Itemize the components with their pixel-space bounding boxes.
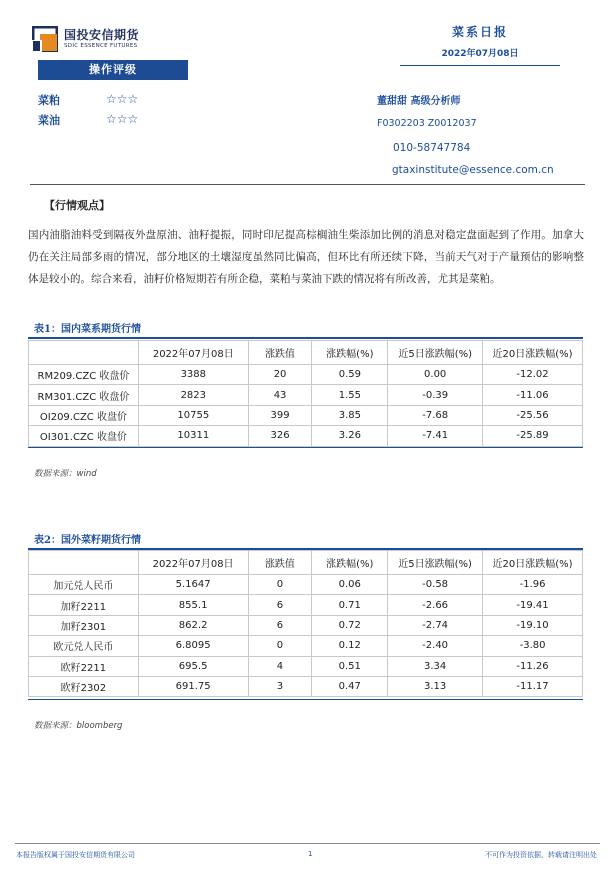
table-cell: 0.71 (312, 595, 388, 615)
table-cell: 20 (248, 365, 312, 385)
table-cell: 0.51 (312, 656, 388, 676)
table-cell: 1.55 (312, 385, 388, 405)
footer-disclaimer: 不可作为投资依据，转载请注明出处 (485, 851, 597, 859)
table-cell: 加元兑人民币 (29, 575, 139, 595)
rating-item-name: 菜油 (38, 114, 60, 127)
table-cell: 3.85 (312, 405, 388, 425)
table-cell: 3.26 (312, 426, 388, 446)
table2-source: 数据来源：bloomberg (34, 721, 123, 731)
table-cell: 326 (248, 426, 312, 446)
table-header-cell: 涨跌幅(%) (312, 341, 388, 365)
table-header-cell: 2022年07月08日 (138, 341, 248, 365)
table-cell: RM301.CZC 收盘价 (29, 385, 139, 405)
table-header-cell: 近20日涨跌幅(%) (483, 551, 583, 575)
table-cell: 0.59 (312, 365, 388, 385)
table-header-cell: 近20日涨跌幅(%) (483, 341, 583, 365)
market-view-text: 国内油脂油料受到隔夜外盘原油、油籽提振，同时印尼提高棕榈油生柴添加比例的消息对稳定盘面起到了作用。加拿大仍在关注局部多雨的情况，部分地区的土壤湿度虽然同比偏高，但环比有所还续下降，当前天气对于产量预估的影响整体是较小的。综合来看，油籽价格短期若有所企稳，菜粕与菜油下跌的情况将有所改善，尤其是菜粕。 (28, 229, 584, 285)
table-cell: 0 (248, 636, 312, 656)
table-row (29, 426, 583, 446)
table2-bottom-rule (28, 699, 583, 700)
table1-title: 表1：国内菜系期货行情 (34, 324, 141, 335)
table-header-cell (29, 551, 139, 575)
table-cell: 6.8095 (138, 636, 248, 656)
table-cell: -0.58 (388, 575, 483, 595)
table1-bottom-rule (28, 447, 583, 448)
table-header-cell: 近5日涨跌幅(%) (388, 551, 483, 575)
table-cell: -11.26 (483, 656, 583, 676)
table-cell: 0.47 (312, 676, 388, 696)
table-cell: -7.41 (388, 426, 483, 446)
table-header-cell: 2022年07月08日 (138, 551, 248, 575)
table-cell: 862.2 (138, 615, 248, 635)
table-cell: -11.17 (483, 676, 583, 696)
table-header-cell: 涨跌幅(%) (312, 551, 388, 575)
table-cell: OI209.CZC 收盘价 (29, 405, 139, 425)
logo-text-cn: 国投安信期货 (64, 28, 140, 42)
report-date: 2022年07月08日 (400, 46, 560, 66)
rating-header: 操作评级 (38, 60, 188, 80)
table-header-row (29, 551, 583, 575)
table-cell: 3.34 (388, 656, 483, 676)
analyst-phone: 010-58747784 (393, 142, 471, 154)
table-cell: 5.1647 (138, 575, 248, 595)
table-cell: RM209.CZC 收盘价 (29, 365, 139, 385)
table-header-cell: 涨跌值 (248, 341, 312, 365)
table-cell: -2.40 (388, 636, 483, 656)
analyst-license: F0302203 Z0012037 (377, 118, 477, 129)
table-cell: 0.06 (312, 575, 388, 595)
table-cell: 3.13 (388, 676, 483, 696)
analyst-email[interactable]: gtaxinstitute@essence.com.cn (392, 164, 554, 176)
table-cell: 0.72 (312, 615, 388, 635)
table-cell: -19.41 (483, 595, 583, 615)
logo-text-en: SDIC ESSENCE FUTURES (64, 43, 138, 49)
rating-row-oil (38, 112, 188, 128)
table-row (29, 656, 583, 676)
page-number: 1 (308, 850, 313, 858)
table-cell: 加籽2301 (29, 615, 139, 635)
company-logo (32, 24, 192, 56)
rating-stars-icon: ☆☆☆ (106, 112, 139, 126)
header-divider (30, 184, 585, 185)
table-cell: 加籽2211 (29, 595, 139, 615)
table-row (29, 385, 583, 405)
table1-source: 数据来源：wind (34, 469, 97, 479)
table-row (29, 636, 583, 656)
table-cell: 欧籽2302 (29, 676, 139, 696)
table-cell: 0.00 (388, 365, 483, 385)
table-cell: 6 (248, 595, 312, 615)
report-title: 菜系日报 (400, 22, 560, 42)
rating-item-name: 菜粕 (38, 94, 60, 107)
table-row (29, 575, 583, 595)
table1-top-rule (28, 337, 583, 339)
domestic-futures-table (28, 340, 583, 447)
table-cell: -0.39 (388, 385, 483, 405)
table-cell: -12.02 (483, 365, 583, 385)
table-cell: 399 (248, 405, 312, 425)
analyst-name: 董甜甜 高级分析师 (377, 96, 461, 107)
table-cell: OI301.CZC 收盘价 (29, 426, 139, 446)
table-cell: 3 (248, 676, 312, 696)
table-cell: 691.75 (138, 676, 248, 696)
table-cell: 6 (248, 615, 312, 635)
table-cell: -25.56 (483, 405, 583, 425)
logo-mark-icon (32, 26, 58, 52)
table-cell: 欧籽2211 (29, 656, 139, 676)
table-header-cell: 涨跌值 (248, 551, 312, 575)
table-cell: 欧元兑人民币 (29, 636, 139, 656)
table-cell: -2.66 (388, 595, 483, 615)
table-cell: -1.96 (483, 575, 583, 595)
table-cell: 695.5 (138, 656, 248, 676)
table-row (29, 676, 583, 696)
table-cell: 43 (248, 385, 312, 405)
table-header-cell: 近5日涨跌幅(%) (388, 341, 483, 365)
table-cell: 0.12 (312, 636, 388, 656)
market-view-title: 【行情观点】 (44, 199, 110, 212)
footer-divider (15, 843, 600, 844)
table-header-cell (29, 341, 139, 365)
table-cell: -25.89 (483, 426, 583, 446)
table-cell: -7.68 (388, 405, 483, 425)
table-cell: -3.80 (483, 636, 583, 656)
table-header-row (29, 341, 583, 365)
rating-row-meal (38, 92, 188, 108)
table-cell: 3388 (138, 365, 248, 385)
table-cell: 2823 (138, 385, 248, 405)
table-cell: 855.1 (138, 595, 248, 615)
foreign-futures-table (28, 550, 583, 697)
table2-title: 表2：国外菜籽期货行情 (34, 535, 141, 546)
rating-stars-icon: ☆☆☆ (106, 92, 139, 106)
table-cell: 4 (248, 656, 312, 676)
table-cell: -2.74 (388, 615, 483, 635)
table-cell: 0 (248, 575, 312, 595)
table-row (29, 615, 583, 635)
footer-copyright: 本报告版权属于国投安信期货有限公司 (16, 851, 135, 859)
table-cell: 10755 (138, 405, 248, 425)
table-row (29, 405, 583, 425)
table-cell: -11.06 (483, 385, 583, 405)
table-cell: 10311 (138, 426, 248, 446)
table-row (29, 365, 583, 385)
table-cell: -19.10 (483, 615, 583, 635)
table-row (29, 595, 583, 615)
